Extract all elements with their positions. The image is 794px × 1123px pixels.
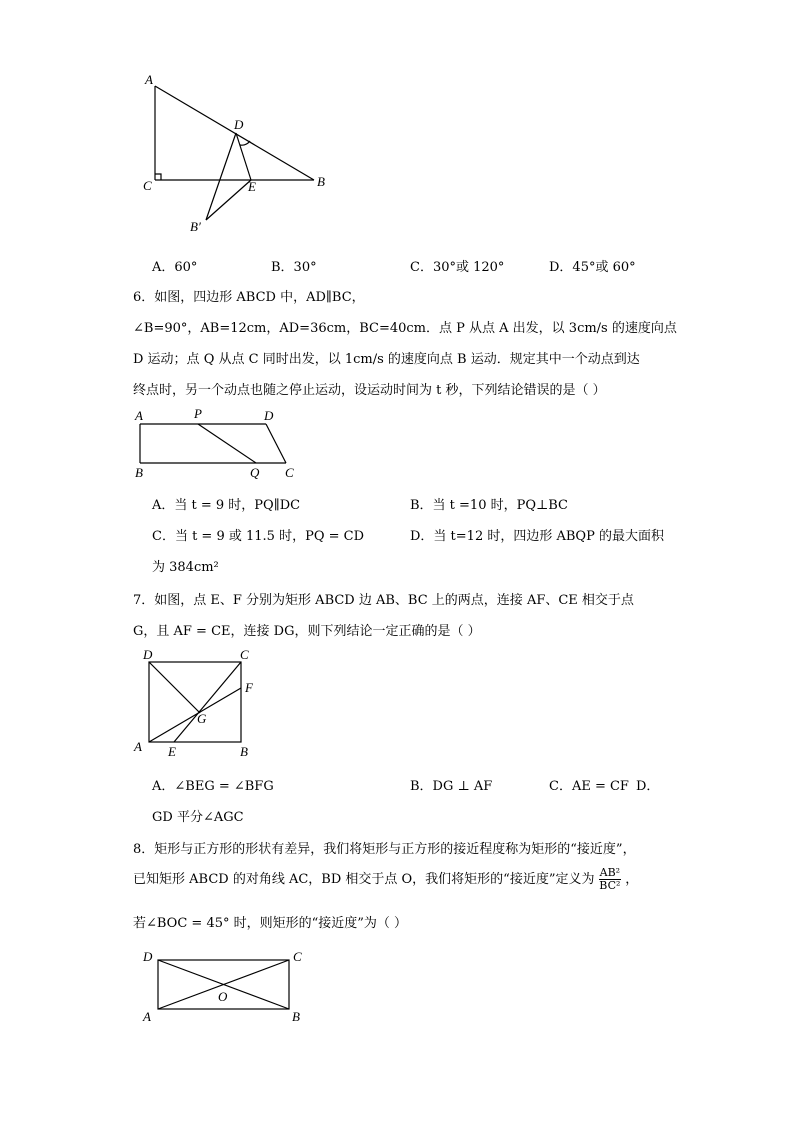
label-A: A — [143, 1009, 151, 1024]
q5-option-b: B．30° — [271, 260, 317, 275]
q6-option-a: A．当 t = 9 时，PQ∥DC — [152, 498, 301, 513]
q5-option-a: A．60° — [152, 260, 198, 275]
label-D: D — [143, 647, 153, 662]
label-C: C — [240, 647, 249, 662]
q7-option-d: D． — [636, 779, 660, 794]
q6-line-1: 6．如图，四边形 ABCD 中，AD∥BC， — [133, 290, 365, 305]
label-A: A — [135, 408, 143, 423]
label-B: B — [317, 174, 325, 189]
q7-option-c: C．AE = CF — [549, 779, 629, 794]
label-D: D — [143, 949, 153, 964]
label-C: C — [285, 465, 294, 480]
q5-option-d: D．45°或 60° — [549, 260, 636, 275]
q6-option-b: B．当 t =10 时，PQ⊥BC — [410, 498, 568, 513]
q6-option-d-cont: 为 384cm² — [152, 560, 219, 575]
label-O: O — [218, 989, 228, 1004]
q7-line-2: G，且 AF = CE，连接 DG，则下列结论一定正确的是（ ） — [133, 624, 481, 639]
q8-line-1: 8．矩形与正方形的形状有差异，我们将矩形与正方形的接近程度称为矩形的“接近度”， — [133, 842, 636, 857]
q6-line-3: D 运动；点 Q 从点 C 同时出发，以 1cm/s 的速度向点 B 运动．规定其中一个动点到达 — [133, 352, 640, 367]
q7-option-a: A．∠BEG = ∠BFG — [152, 779, 274, 794]
q6-option-d: D．当 t=12 时，四边形 ABQP 的最大面积 — [410, 529, 664, 544]
label-B: B — [135, 465, 143, 480]
q8-line-3: 若∠BOC = 45° 时，则矩形的“接近度”为（ ） — [133, 916, 408, 931]
label-Q: Q — [250, 465, 260, 480]
label-E: E — [248, 179, 256, 194]
q7-line-1: 7．如图，点 E、F 分别为矩形 ABCD 边 AB、BC 上的两点，连接 AF、CE 相交于点 — [133, 593, 634, 608]
q6-line-2: ∠B=90°，AB=12cm，AD=36cm，BC=40cm．点 P 从点 A 出发，以 3cm/s 的速度向点 — [133, 321, 677, 336]
label-C: C — [293, 949, 302, 964]
label-B: B — [240, 744, 248, 759]
q7-option-b: B．DG ⊥ AF — [410, 779, 493, 794]
q8-fraction-numerator: AB² — [599, 866, 621, 879]
label-F: F — [245, 680, 253, 695]
label-B: B — [292, 1009, 300, 1024]
label-D: D — [264, 408, 274, 423]
q8-line-2-end: ， — [625, 872, 639, 887]
label-E: E — [168, 744, 176, 759]
q6-line-4: 终点时，另一个动点也随之停止运动，设运动时间为 t 秒，下列结论错误的是（ ） — [133, 383, 606, 398]
q8-line-2-text: 已知矩形 ABCD 的对角线 AC，BD 相交于点 O，我们将矩形的“接近度”定义为 — [133, 872, 595, 887]
label-Bprime: B′ — [190, 219, 201, 234]
q5-option-c: C．30°或 120° — [410, 260, 505, 275]
label-G: G — [197, 711, 207, 726]
label-D: D — [234, 117, 244, 132]
label-P: P — [194, 406, 202, 421]
q7-option-d-cont: GD 平分∠AGC — [152, 810, 244, 825]
label-C: C — [143, 178, 152, 193]
q8-fraction-denominator: BC² — [599, 879, 621, 892]
label-A: A — [145, 72, 153, 87]
label-A: A — [134, 739, 142, 754]
q6-option-c: C．当 t = 9 或 11.5 时，PQ = CD — [152, 529, 365, 544]
